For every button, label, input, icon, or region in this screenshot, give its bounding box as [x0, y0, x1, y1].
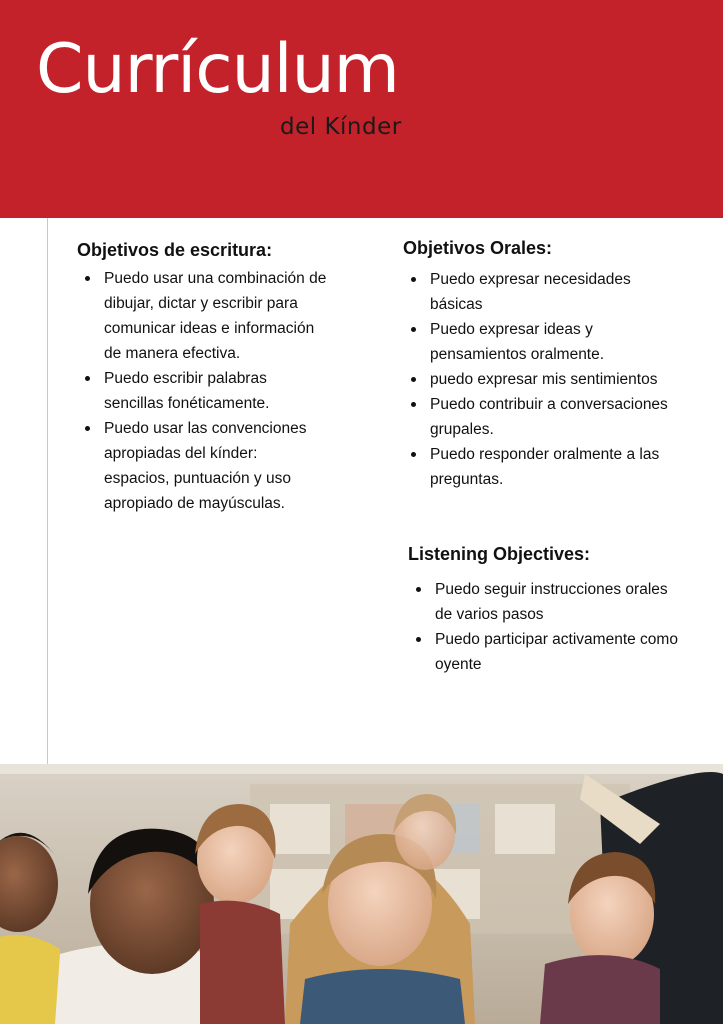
list-item: Puedo escribir palabras sencillas fonéticamente. [77, 366, 327, 416]
writing-objectives-section [77, 238, 327, 516]
list-item: Puedo expresar necesidades básicas [403, 267, 673, 317]
list-item: Puedo expresar ideas y pensamientos oralmente. [403, 317, 673, 367]
writing-objectives-list [77, 266, 327, 516]
oral-objectives-list [403, 267, 673, 492]
listening-objectives-section [408, 542, 678, 677]
list-item: Puedo responder oralmente a las preguntas. [403, 442, 673, 492]
list-item: Puedo participar activamente como oyente [408, 627, 678, 677]
column-divider [47, 218, 48, 764]
list-item: puedo expresar mis sentimientos [403, 367, 673, 392]
classroom-children-photo [0, 764, 723, 1024]
header-banner [0, 0, 723, 218]
writing-objectives-heading: Objetivos de escritura: [77, 240, 273, 260]
oral-objectives-section [403, 236, 673, 492]
listening-objectives-list [408, 577, 678, 677]
oral-objectives-heading: Objetivos Orales: [403, 238, 553, 258]
page-subtitle: del Kínder [280, 114, 402, 140]
listening-objectives-heading: Listening Objectives: [408, 544, 591, 564]
list-item: Puedo contribuir a conversaciones grupales. [403, 392, 673, 442]
list-item: Puedo usar las convenciones apropiadas del kínder: espacios, puntuación y uso apropiado de mayúsculas. [77, 416, 327, 516]
list-item: Puedo seguir instrucciones orales de varios pasos [408, 577, 678, 627]
page-title: Currículum [36, 30, 399, 109]
list-item: Puedo usar una combinación de dibujar, dictar y escribir para comunicar ideas e información de manera efectiva. [77, 266, 327, 366]
